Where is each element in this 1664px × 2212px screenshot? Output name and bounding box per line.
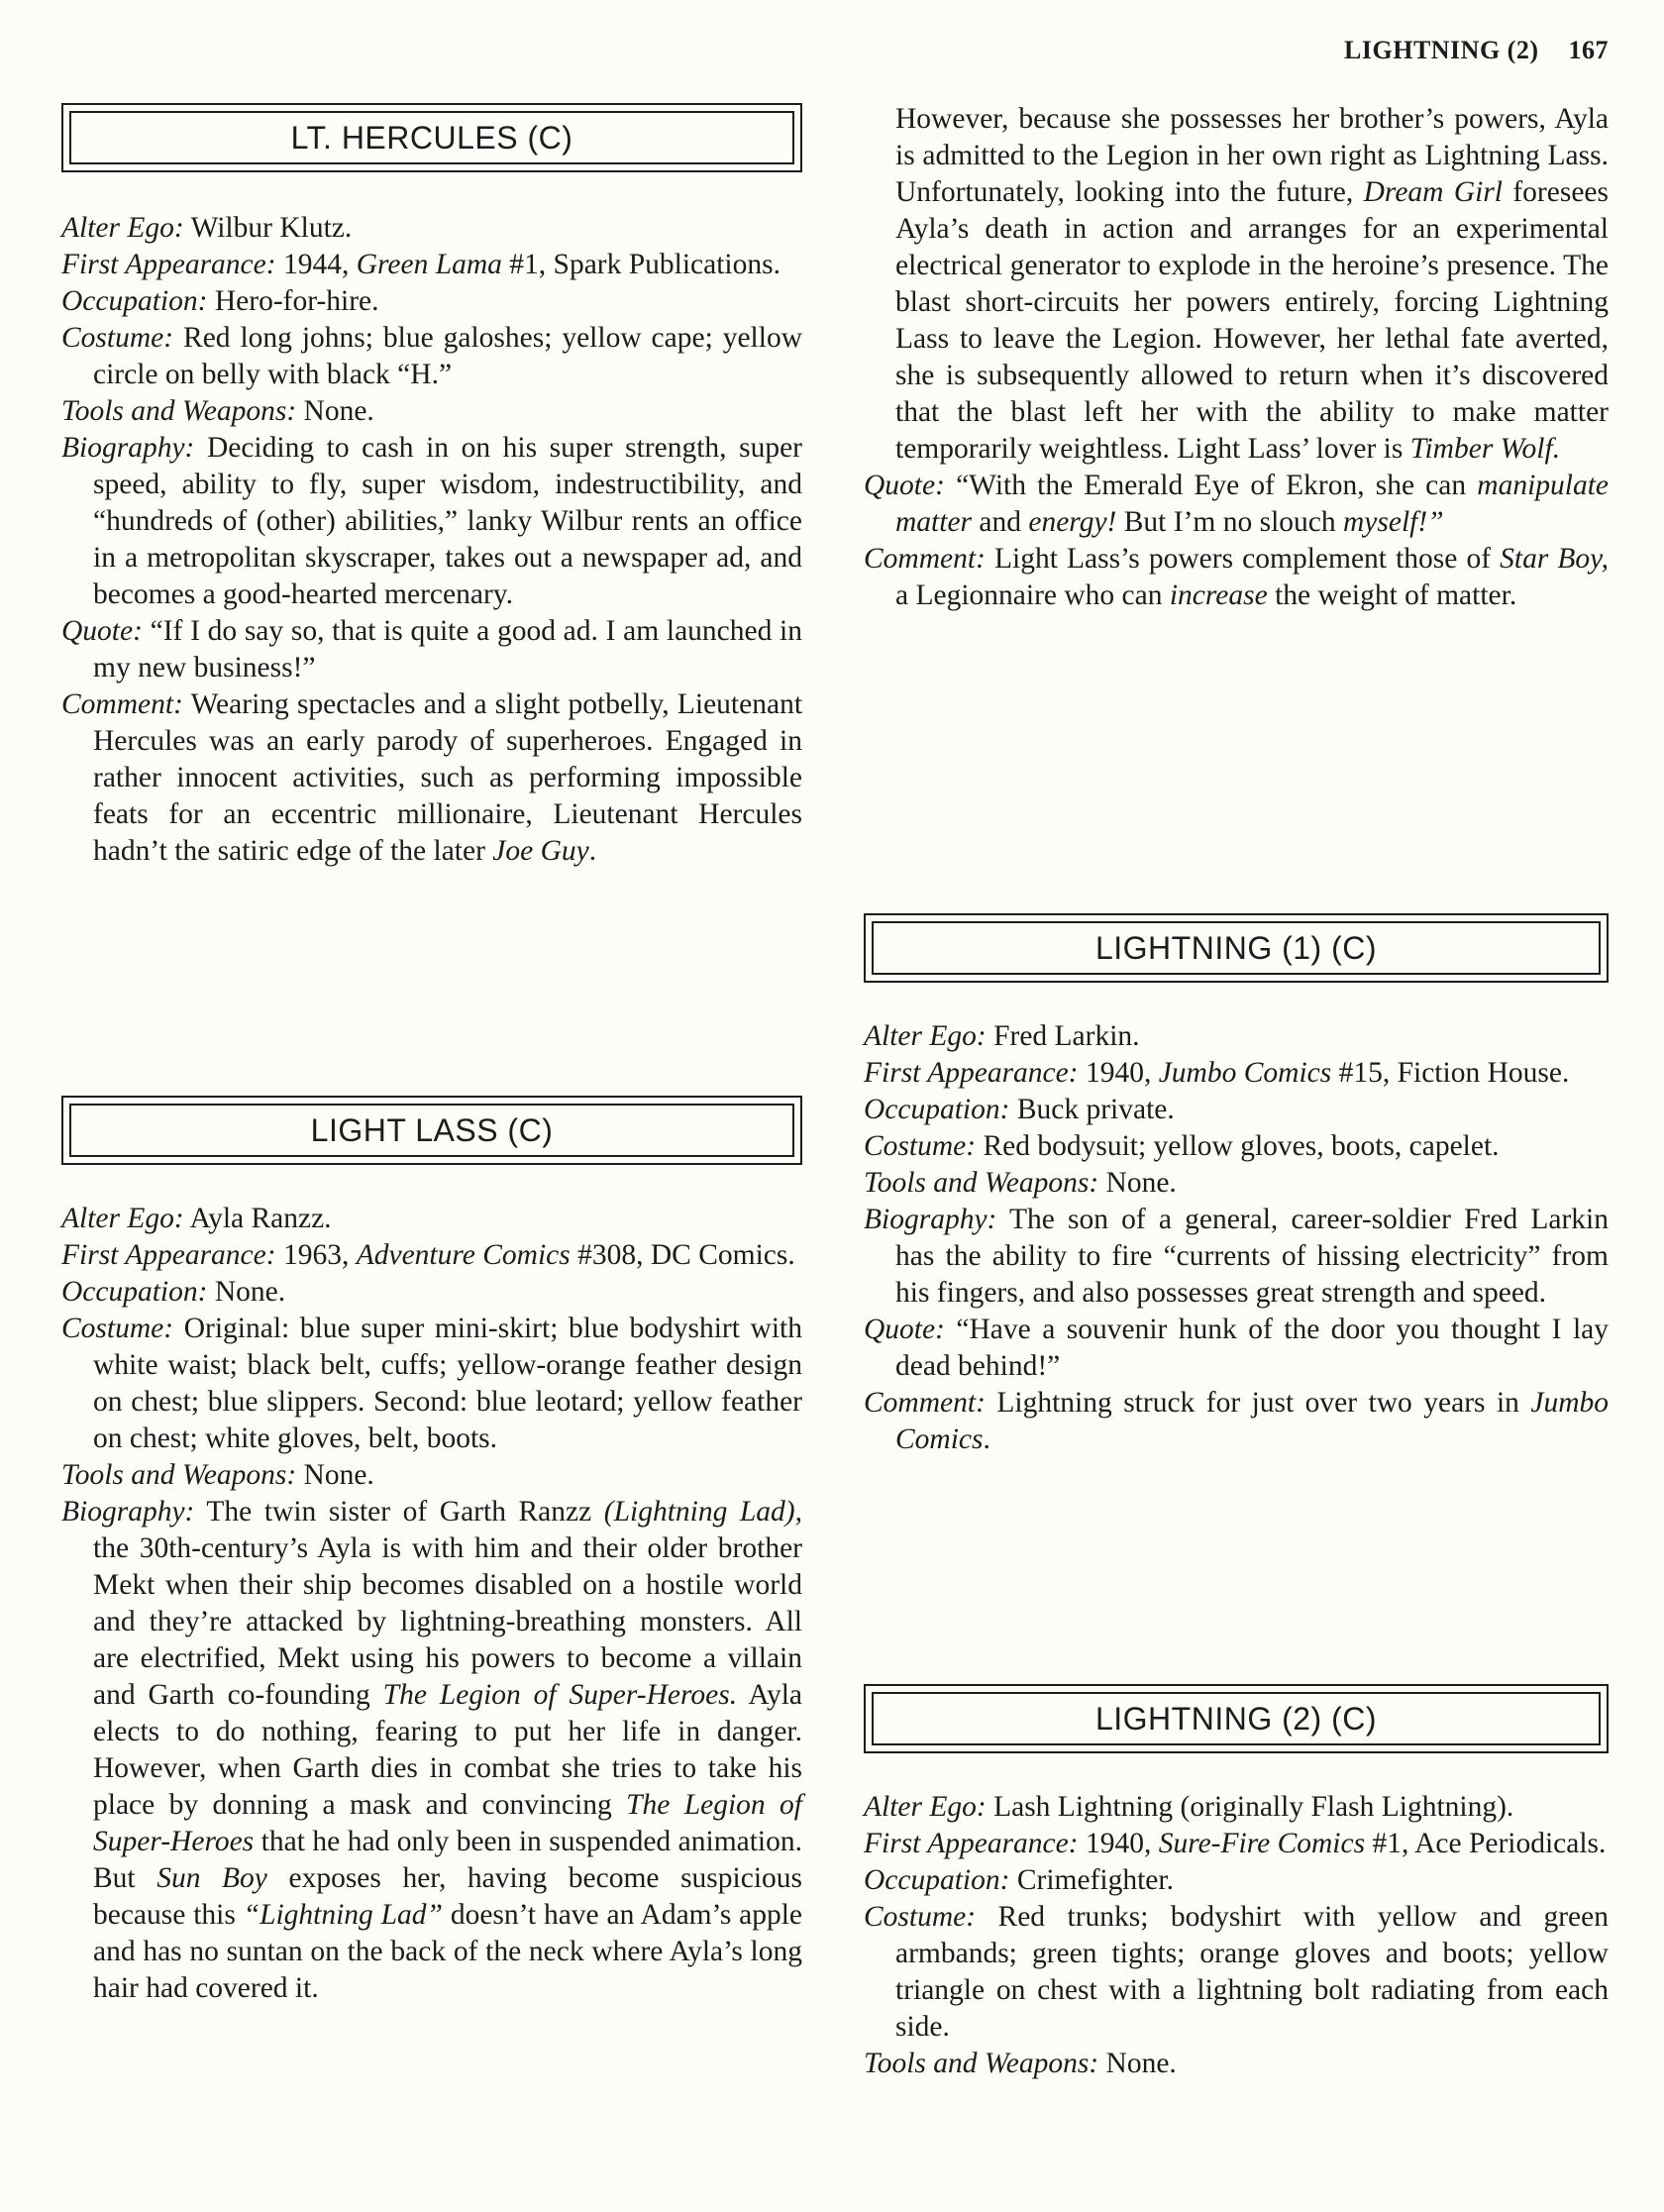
alter-ego-line: Alter Ego: Lash Lightning (originally Flash Lightning).	[864, 1791, 1514, 1823]
alter-ego-line: Alter Ego: Ayla Ranzz.	[61, 1203, 332, 1234]
tools-line: Tools and Weapons: None.	[864, 1167, 1177, 1199]
page-number: 167	[1568, 36, 1609, 64]
tools-line: Tools and Weapons: None.	[61, 395, 374, 427]
costume-line: Costume: Red long johns; blue galoshes; yellow cape; yellow circle on belly with black “H.”	[61, 322, 802, 390]
comment-paragraph: Comment: Wearing spectacles and a slight potbelly, Lieutenant Hercules was an early parody of superheroes. Engaged in rather innocent activities, such as performing impossible feats for an eccentric millionaire, Lieutenant Hercules hadn’t the satiric edge of the later Joe Guy.	[61, 688, 803, 867]
occupation-line: Occupation: Buck private.	[864, 1094, 1175, 1125]
first-appearance-line: First Appearance: 1940, Sure-Fire Comics #1, Ace Periodicals.	[864, 1828, 1607, 1859]
entry-title-box	[864, 913, 1609, 983]
costume-paragraph: Costume: Original: blue super mini-skirt; blue bodyshirt with white waist; black belt, cuffs; yellow-orange feather design on chest; blue slippers. Second: blue leotard; yellow feather on chest; white gloves, belt, boots.	[61, 1313, 802, 1454]
quote-paragraph: Quote: “With the Emerald Eye of Ekron, she can manipulate matter and energy! But I’m no slouch myself!”	[864, 470, 1610, 538]
entry-title-box	[61, 103, 802, 172]
quote-line: Quote: “If I do say so, that is quite a good ad. I am launched in my new business!”	[61, 615, 803, 684]
biography-paragraph: Biography: The son of a general, career-soldier Fred Larkin has the ability to fire “currents of hissing electricity” from his fingers, and also possesses great strength and speed.	[864, 1204, 1610, 1309]
alter-ego-line: Alter Ego: Wilbur Klutz.	[61, 212, 353, 244]
occupation-line: Occupation: Crimefighter.	[864, 1864, 1174, 1896]
comment-paragraph: Comment: Lightning struck for just over two years in Jumbo Comics.	[864, 1387, 1610, 1455]
biography-paragraph: Biography: The twin sister of Garth Ranzz (Lightning Lad), the 30th-century’s Ayla is with him and their older brother Mekt when their ship becomes disabled on a hostile world and they’re attacked by lightning-breathing monsters. All are electrified, Mekt using his powers to become a villain and Garth co-founding The Legion of Super-Heroes. Ayla elects to do nothing, fearing to put her life in danger. However, when Garth dies in combat she tries to take his place by donning a mask and convincing The Legion of Super-Heroes that he had only been in suspended animation. But Sun Boy exposes her, having become suspicious because this “Lightning Lad” doesn’t have an Adam’s apple and has no suntan on the back of the neck where Ayla’s long hair had covered it.	[61, 1496, 803, 2004]
entry-lightning-1	[864, 1018, 1609, 1458]
biography-paragraph: Biography: Deciding to cash in on his super strength, super speed, ability to fly, super wisdom, indestructibility, and “hundreds of (other) abilities,” lanky Wilbur rents an office in a metropolitan skyscraper, takes out a newspaper ad, and becomes a good-hearted mercenary.	[61, 432, 803, 610]
first-appearance-line: First Appearance: 1944, Green Lama #1, Spark Publications.	[61, 249, 780, 280]
entry-title-box	[61, 1096, 802, 1165]
entry-title-box	[864, 1684, 1609, 1753]
occupation-line: Occupation: None.	[61, 1276, 286, 1308]
entry-title: LT. HERCULES (C)	[69, 111, 794, 164]
light-lass-continuation	[864, 101, 1609, 614]
entry-light-lass	[61, 1201, 802, 2007]
costume-paragraph: Costume: Red trunks; bodyshirt with yellow and green armbands; green tights; orange gloves and boots; yellow triangle on chest with a lightning bolt radiating from each side.	[864, 1901, 1609, 2043]
alter-ego-line: Alter Ego: Fred Larkin.	[864, 1020, 1140, 1052]
occupation-line: Occupation: Hero-for-hire.	[61, 285, 379, 317]
biography-continuation: However, because she possesses her brother’s powers, Ayla is admitted to the Legion in her own right as Lightning Lass. Unfortunately, looking into the future, Dream Girl foresees Ayla’s death in action and arranges for an experimental electrical generator to explode in the heroine’s presence. The blast short-circuits her powers entirely, forcing Lightning Lass to leave the Legion. However, her lethal fate averted, she is subsequently allowed to return when it’s discovered that the blast left her with the ability to make matter temporarily weightless. Light Lass’ lover is Timber Wolf.	[895, 103, 1609, 465]
comment-paragraph: Comment: Light Lass’s powers complement those of Star Boy, a Legionnaire who can increase the weight of matter.	[864, 543, 1610, 611]
entry-title: LIGHTNING (2) (C)	[872, 1692, 1601, 1745]
costume-line: Costume: Red bodysuit; yellow gloves, boots, capelet.	[864, 1130, 1500, 1162]
entry-title: LIGHTNING (1) (C)	[872, 921, 1601, 975]
first-appearance-line: First Appearance: 1940, Jumbo Comics #15, Fiction House.	[864, 1057, 1570, 1089]
tools-line: Tools and Weapons: None.	[864, 2048, 1177, 2079]
running-header	[1344, 36, 1609, 65]
running-title: LIGHTNING (2)	[1344, 36, 1539, 64]
entry-lt-hercules	[61, 210, 802, 870]
entry-title: LIGHT LASS (C)	[69, 1104, 794, 1157]
tools-line: Tools and Weapons: None.	[61, 1459, 374, 1491]
quote-line: Quote: “Have a souvenir hunk of the door you thought I lay dead behind!”	[864, 1314, 1609, 1382]
first-appearance-line: First Appearance: 1963, Adventure Comics #308, DC Comics.	[61, 1239, 795, 1271]
entry-lightning-2	[864, 1789, 1609, 2082]
